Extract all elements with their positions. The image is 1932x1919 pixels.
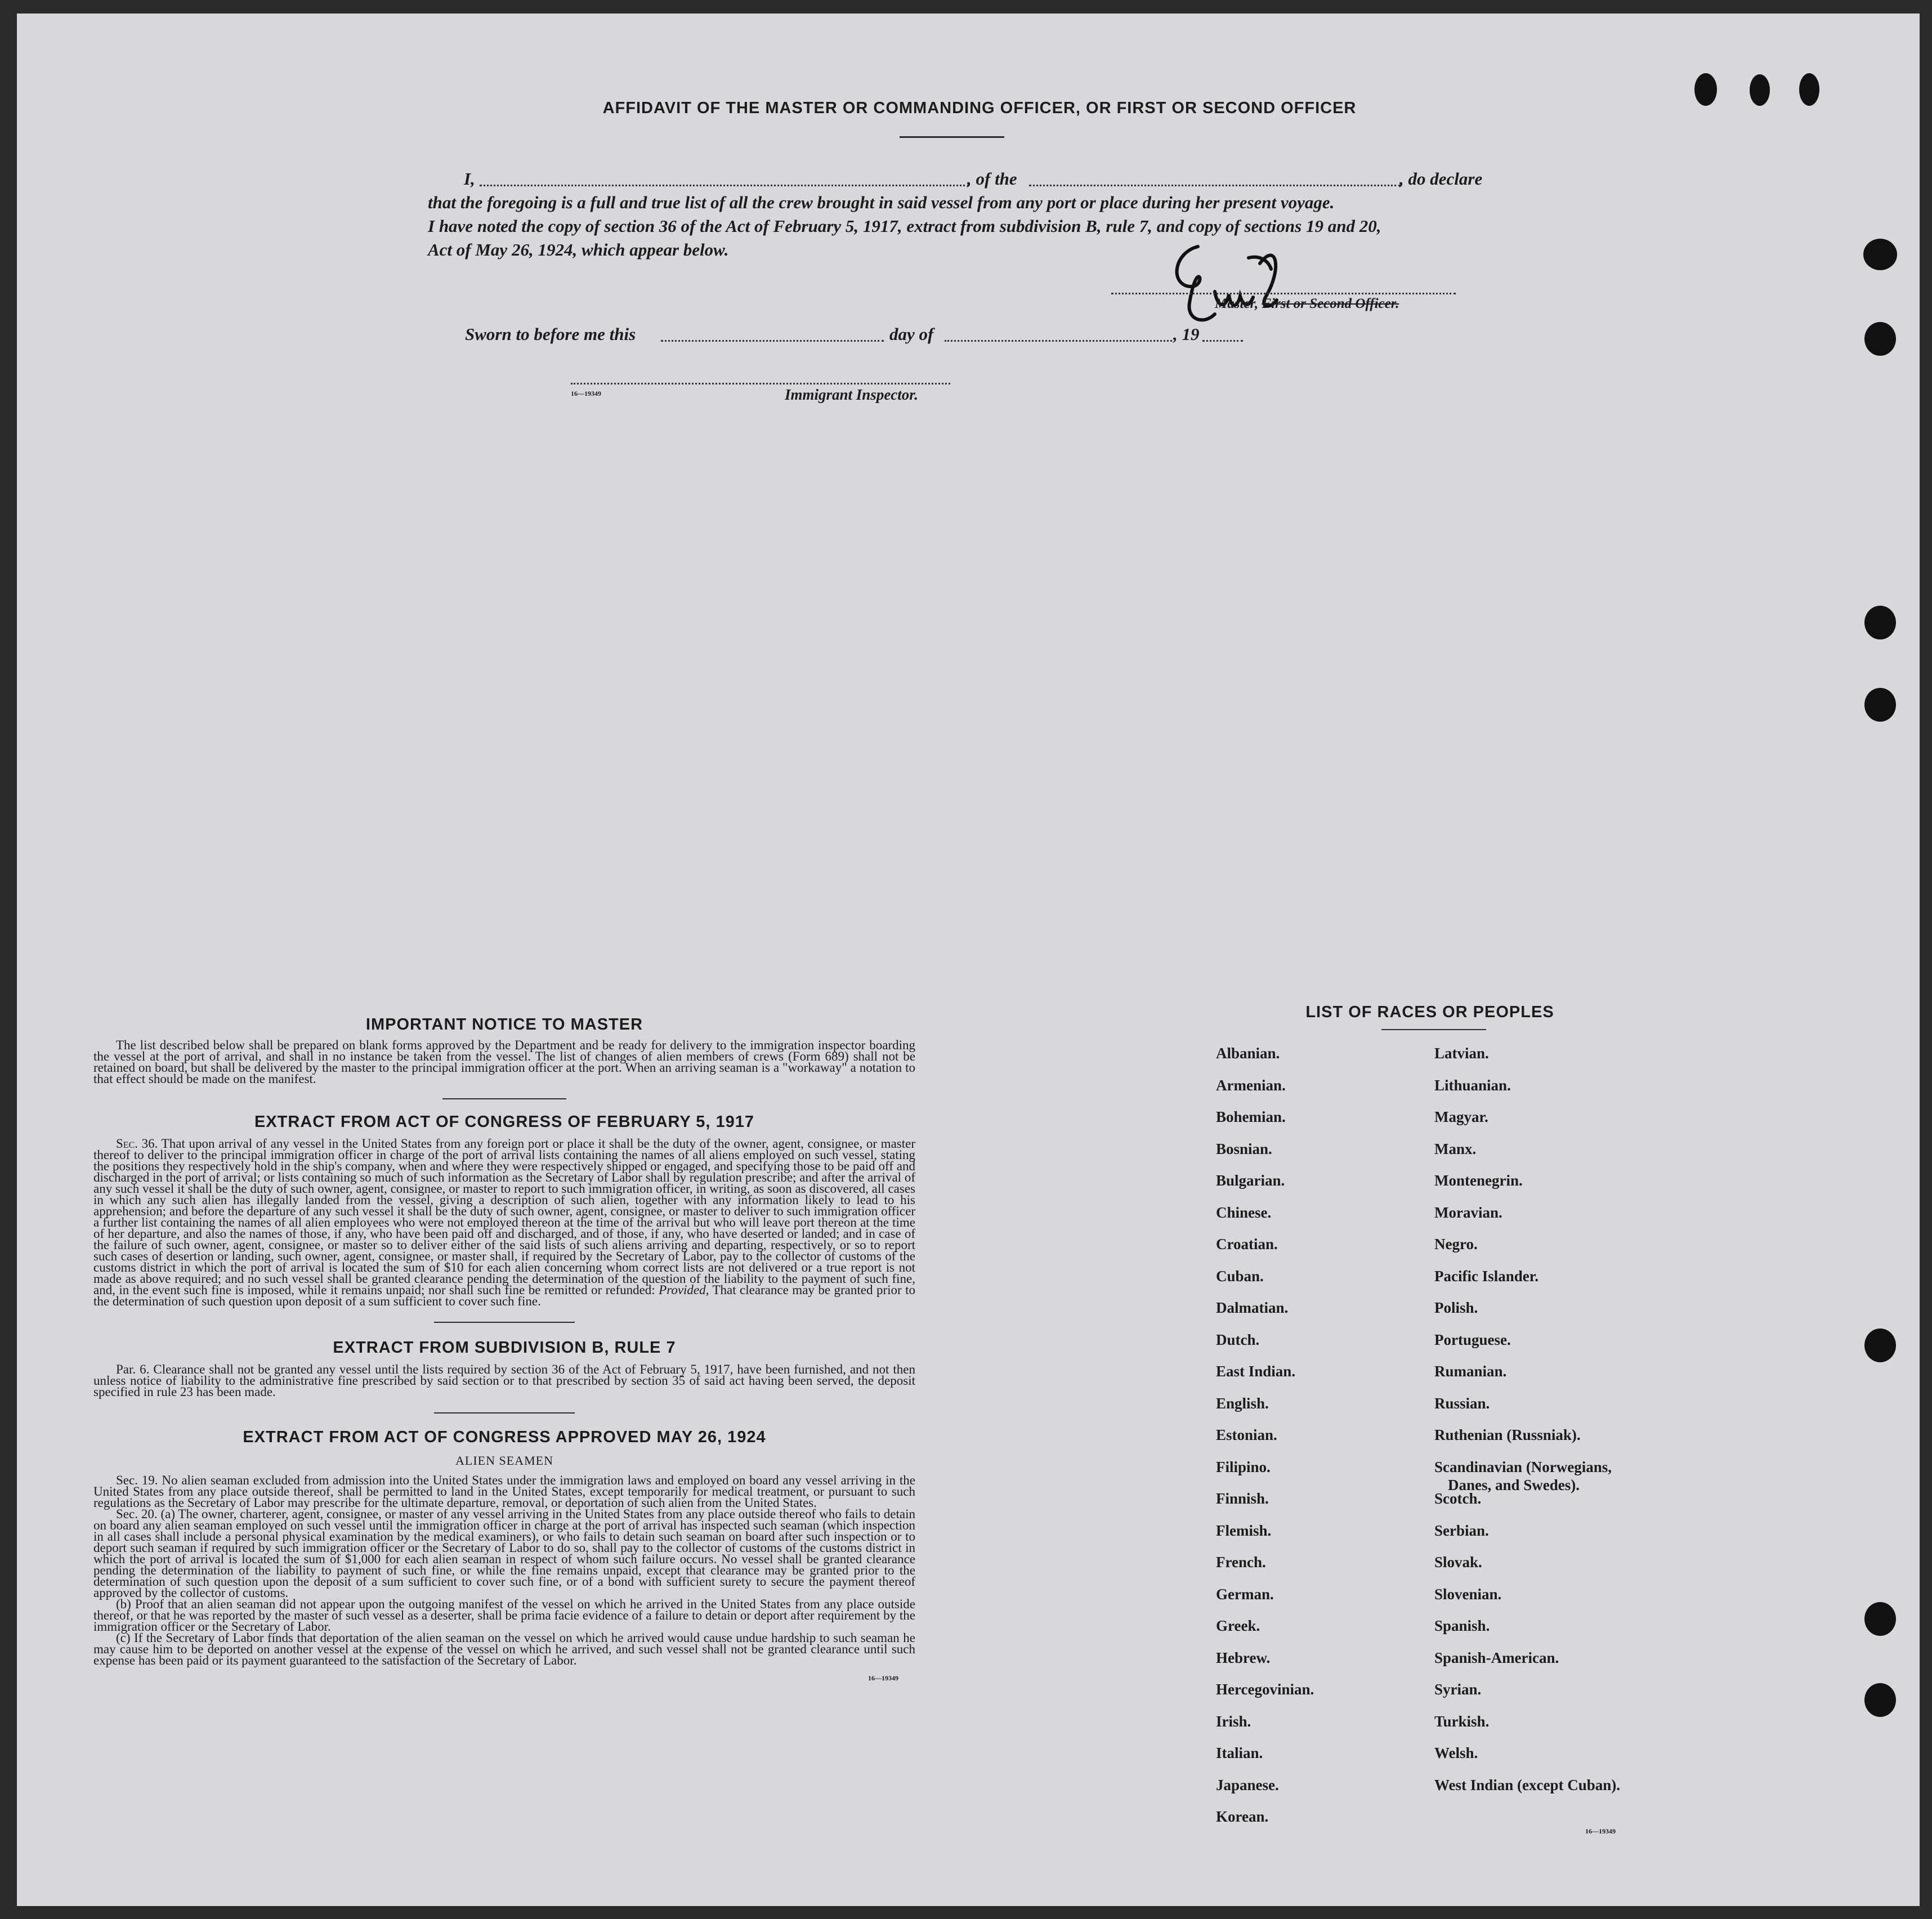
extract-rule7-body	[93, 1364, 915, 1398]
race-list-item: Scandinavian (Norwegians,	[1434, 1458, 1612, 1475]
sworn-year-label: , 19	[1173, 324, 1200, 344]
race-list-item: Spanish-American.	[1434, 1649, 1559, 1666]
race-list-item: Croatian.	[1216, 1236, 1278, 1253]
race-list-item: Slovenian.	[1434, 1585, 1502, 1603]
inspector-caption: Immigrant Inspector.	[785, 386, 919, 403]
affidavit-statement-line: Act of May 26, 1924, which appear below.	[428, 240, 729, 260]
provided-word: Provided,	[659, 1283, 709, 1297]
divider	[900, 136, 1004, 138]
race-list-item: Armenian.	[1216, 1076, 1286, 1094]
race-list-item: Bohemian.	[1216, 1108, 1286, 1125]
race-list-item: Filipino.	[1216, 1458, 1271, 1475]
race-list-item: Korean.	[1216, 1808, 1269, 1825]
sec36-label: Sec. 36.	[116, 1137, 158, 1151]
extract-1917-title: EXTRACT FROM ACT OF CONGRESS OF FEBRUARY 5, 1917	[254, 1113, 755, 1131]
race-list-item: Greek.	[1216, 1617, 1260, 1634]
punch-hole	[1864, 688, 1896, 722]
affidavit-statement-line: I have noted the copy of section 36 of the Act of February 5, 1917, extract from subdivision B, rule 7, and copy of sections 19 and 20,	[428, 216, 1381, 236]
race-list-item: Polish.	[1434, 1299, 1478, 1316]
inspector-signature-line[interactable]	[571, 383, 950, 384]
race-list-item: Portuguese.	[1434, 1331, 1511, 1348]
race-list-item: Japanese.	[1216, 1776, 1279, 1793]
race-list-item: Pacific Islander.	[1434, 1267, 1539, 1285]
punch-hole	[1864, 1683, 1896, 1717]
affidavit-title: AFFIDAVIT OF THE MASTER OR COMMANDING OFFICER, OR FIRST OR SECOND OFFICER	[602, 99, 1357, 117]
extract-1924-title: EXTRACT FROM ACT OF CONGRESS APPROVED MAY 26, 1924	[243, 1428, 766, 1446]
master-name-field[interactable]	[480, 185, 969, 186]
race-list-item: German.	[1216, 1585, 1274, 1603]
race-list-item: Dutch.	[1216, 1331, 1260, 1348]
signature-caption	[1215, 296, 1399, 312]
rule7-text: Par. 6. Clearance shall not be granted any vessel until the lists required by section 36 of the Act of February 5, 1917, have been furnished, and not then unless notice of liability to the administrative fine prescribed by said section or to that prescribed by section 35 of said act having been served, the deposit specified in rule 23 has been made.	[93, 1362, 915, 1399]
sec20b-text: (b) Proof that an alien seaman did not appear upon the outgoing manifest of the vessel on which he arrived in the United States from any place outside thereof, or that he was reported by the master of such vessel as a deserter, shall be prima facie evidence of a failure to detain or deport after requirement by the immigration officer or the Secretary of Labor.	[93, 1597, 915, 1634]
punch-hole	[1864, 1602, 1896, 1636]
race-list-item: Montenegrin.	[1434, 1172, 1523, 1189]
punch-hole	[1863, 239, 1897, 270]
master-caption: Master,	[1215, 296, 1259, 311]
race-list-item: Lithuanian.	[1434, 1076, 1511, 1094]
race-list-item: West Indian (except Cuban).	[1434, 1776, 1621, 1793]
notice-body	[93, 1040, 915, 1085]
race-list-item: Albanian.	[1216, 1045, 1280, 1062]
race-list-item: Chinese.	[1216, 1204, 1272, 1221]
affidavit-form-number: 16—19349	[571, 390, 601, 397]
vessel-name-field[interactable]	[1029, 185, 1401, 186]
race-list-item: Serbian.	[1434, 1522, 1489, 1539]
punch-hole	[1864, 1328, 1896, 1362]
race-list-item: Welsh.	[1434, 1744, 1478, 1761]
race-list-item: Turkish.	[1434, 1712, 1490, 1730]
race-list-item: Irish.	[1216, 1712, 1251, 1730]
divider	[434, 1322, 575, 1323]
race-list-item: French.	[1216, 1554, 1266, 1571]
signature-line[interactable]	[1111, 293, 1456, 294]
punch-hole	[1864, 606, 1896, 639]
race-list-item: Latvian.	[1434, 1045, 1489, 1062]
divider	[442, 1098, 566, 1099]
master-signature	[1164, 230, 1299, 331]
race-list-item: Moravian.	[1434, 1204, 1502, 1221]
notice-title: IMPORTANT NOTICE TO MASTER	[365, 1016, 643, 1034]
race-list-item: Negro.	[1434, 1236, 1478, 1253]
divider	[434, 1412, 575, 1413]
sec36-text: That upon arrival of any vessel in the United States from any foreign port or place it shall be the duty of the owner, agent, consignee, or master thereof to deliver to the principal immigration officer in charge of the port of arrival lists containing the names of all aliens employed on such vessel, stating the positions they respectively hold in the ship's company, when and where they were respectively shipped or engaged, and specifying those to be paid off and discharged in the port of arrival; or lists containing so much of such information as the Secretary of Labor shall by regulation prescribe; and after the arrival of any such vessel it shall be the duty of such owner, agent, consignee, or master to report to such immigration officer, in writing, as soon as discovered, all cases in which any such alien has illegally landed from the vessel, giving a description of such alien, together with any information likely to lead to his apprehension; and before the departure of any such vessel it shall be the duty of such owner, agent, consignee, or master to deliver to such immigration officer a further list containing the names of all alien employees who were not employed thereon at the time of the arrival but who will leave port thereon at the time of her departure, and also the names of those, if any, who have been paid off and discharged, and of those, if any, who have deserted or landed; and in case of the failure of such owner, agent, consignee, or master so to deliver either of the said lists of such aliens arriving and departing, respectively, or so to report such cases of desertion or landing, such owner, agent, consignee, or master shall, if required by the Secretary of Labor, pay to the collector of customs of the customs district in which the port of arrival is located the sum of $10 for each alien concerning whom correct lists are not delivered or a true report is not made as above required; and no such vessel shall be granted clearance pending the determination of the question of the liability to the payment of such fine, and, in the event such fine is imposed, while it remains unpaid; nor shall such fine be remitted or refunded:	[93, 1137, 915, 1297]
race-list-item: Magyar.	[1434, 1108, 1488, 1125]
alien-seamen-subtitle: ALIEN SEAMEN	[455, 1453, 553, 1468]
sec20a-text: Sec. 20. (a) The owner, charterer, agent, consignee, or master of any vessel arriving in the United States from any place outside thereof who fails to detain on board any alien seaman employed on such vessel until the immigration officer in charge at the port of arrival has inspected such seaman (which inspection in all cases shall include a personal physical examination by the medical examiners), or who fails to detain such seaman on board after such inspection or to deport such seaman if required by such immigration officer or the Secretary of Labor to do so, shall pay to the collector of customs of the customs district in which the port of arrival is located the sum of $1,000 for each alien seaman in respect of whom such failure occurs. No vessel shall be granted clearance pending the determination of the liability to payment of such fine, or while the fine remains unpaid, except that clearance may be granted prior to the determination of such question upon the deposit of a sum sufficient to cover such fine, or of a bond with sufficient surety to secure the payment thereof approved by the collector of customs.	[93, 1507, 915, 1600]
sec20c-text: (c) If the Secretary of Labor finds that deportation of the alien seaman on the vessel on which he arrived would cause undue hardship to such seaman he may cause him to be deported on another vessel at the expense of the vessel on which he arrived, and such vessel shall not be granted clearance until such expense has been paid or its payment guaranteed to the satisfaction of the Secretary of Labor.	[93, 1631, 915, 1667]
extract-rule7-title: EXTRACT FROM SUBDIVISION B, RULE 7	[333, 1339, 676, 1357]
left-notice-column	[93, 1016, 915, 1683]
race-list-item: Estonian.	[1216, 1426, 1277, 1443]
affidavit-i-label: I,	[464, 169, 475, 189]
affidavit-declare-label: , do declare	[1399, 169, 1483, 189]
race-list-item: Bosnian.	[1216, 1140, 1272, 1157]
struck-officer-caption: First or Second Officer.	[1262, 296, 1399, 311]
race-list-item: Danes, and Swedes).	[1448, 1476, 1580, 1493]
sworn-day-field[interactable]	[661, 340, 884, 342]
race-list-item: Bulgarian.	[1216, 1172, 1285, 1189]
extract-1917-body	[93, 1138, 915, 1307]
race-list-item: Finnish.	[1216, 1490, 1269, 1507]
race-list-item: English.	[1216, 1394, 1269, 1412]
sworn-day-of: day of	[889, 324, 934, 344]
race-list-item: East Indian.	[1216, 1363, 1296, 1380]
sec19-text: Sec. 19. No alien seaman excluded from admission into the United States under the immigration laws and employed on board any vessel arriving in the United States from any place outside thereof, shall be permitted to land in the United States, except temporarily for medical treatment, or pursuant to such regulations as the Secretary of Labor may prescribe for the ultimate departure, removal, or deportation of such alien from the United States.	[93, 1473, 915, 1510]
race-list-item: Russian.	[1434, 1394, 1490, 1412]
race-list-item: Dalmatian.	[1216, 1299, 1289, 1316]
race-list-item: Manx.	[1434, 1140, 1477, 1157]
sec36-tail: That clearance may be granted prior to the determination of such question upon deposit of a sum sufficient to cover such fine.	[93, 1283, 915, 1308]
race-list-item: Flemish.	[1216, 1522, 1272, 1539]
notice-text: The list described below shall be prepared on blank forms approved by the Department and be ready for delivery to the immigration inspector boarding the vessel at the port of arrival, and shall in no instance be taken from the vessel. The list of changes of alien members of crews (Form 689) shall not be retained on board, but shall be delivered by the master to the principal immigration officer at the port. When an arriving seaman is a "workaway" a notation to that effect should be made on the manifest.	[93, 1038, 915, 1086]
sworn-month-field[interactable]	[945, 340, 1172, 342]
race-list-item: Italian.	[1216, 1744, 1263, 1761]
race-list-item: Spanish.	[1434, 1617, 1490, 1634]
race-list-item: Rumanian.	[1434, 1363, 1507, 1380]
race-list-item: Scotch.	[1434, 1490, 1482, 1507]
affidavit-of-the-label: , of the	[967, 169, 1017, 189]
race-list-item: Hebrew.	[1216, 1649, 1271, 1666]
punch-hole	[1864, 322, 1896, 356]
sworn-prefix: Sworn to before me this	[465, 324, 636, 344]
race-list-item: Syrian.	[1434, 1681, 1482, 1698]
races-form-number: 16—19349	[1585, 1827, 1616, 1835]
races-title: LIST OF RACES OR PEOPLES	[1305, 1003, 1554, 1021]
document-page	[17, 14, 1920, 1906]
extract-1924-form-number: 16—19349	[868, 1674, 898, 1682]
race-list-item: Slovak.	[1434, 1554, 1482, 1571]
sworn-year-field[interactable]	[1202, 340, 1243, 342]
race-list-item: Hercegovinian.	[1216, 1681, 1314, 1698]
divider	[1381, 1029, 1486, 1030]
affidavit-statement-line: that the foregoing is a full and true list of all the crew brought in said vessel from any port or place during her present voyage.	[428, 193, 1335, 212]
race-list-item: Cuban.	[1216, 1267, 1264, 1285]
race-list-item: Ruthenian (Russniak).	[1434, 1426, 1581, 1443]
